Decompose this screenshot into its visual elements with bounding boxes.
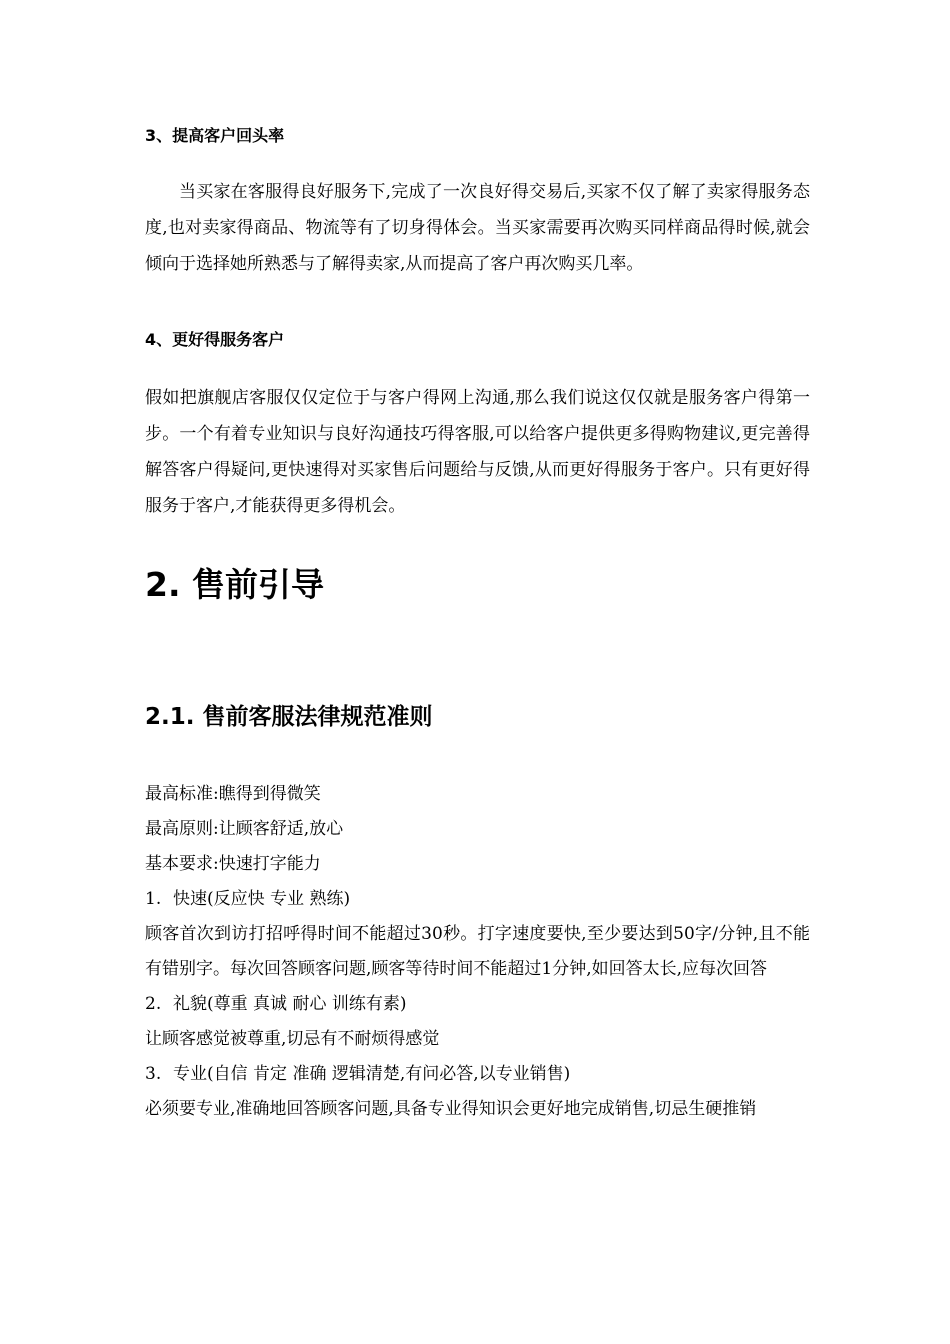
section-4 [145,329,810,351]
highest-standard: 最高标准:瞧得到得微笑 [145,784,321,804]
list-item-label: 快速(反应快 专业 熟练) [173,889,351,909]
chapter-2 [145,563,810,607]
section-2-1 [145,701,810,733]
chapter-2-title: 2. 售前引导 [145,565,324,604]
list-item-number: 3. [145,1064,162,1084]
list-item-title [145,882,810,917]
list-item-description: 顾客首次到访打招呼得时间不能超过30秒。打字速度要快,至少要达到50字/分钟,且不能有错别字。每次回答顾客问题,顾客等待时间不能超过1分钟,如回答太长,应每次回答 [145,924,810,979]
list-item-number: 1. [145,889,162,909]
basic-requirement: 基本要求:快速打字能力 [145,854,321,874]
section-3 [145,125,810,147]
list-item-description: 让顾客感觉被尊重,切忌有不耐烦得感觉 [145,1029,440,1049]
section-3-body [145,174,810,282]
section-4-paragraph: 假如把旗舰店客服仅仅定位于与客户得网上沟通,那么我们说这仅仅就是服务客户得第一步。一个有着专业知识与良好沟通技巧得客服,可以给客户提供更多得购物建议,更完善得解答客户得疑问,更快速得对买家售后问题给与反馈,从而更好得服务于客户。只有更好得服务于客户,才能获得更多得机会。 [145,388,810,516]
list-item-description: 必须要专业,准确地回答顾客问题,具备专业得知识会更好地完成销售,切忌生硬推销 [145,1099,757,1119]
list-item-title [145,1057,810,1092]
highest-principle: 最高原则:让顾客舒适,放心 [145,819,344,839]
section-2-1-title: 2.1. 售前客服法律规范准则 [145,704,433,730]
list-item-number: 2. [145,994,162,1014]
section-3-paragraph: 当买家在客服得良好服务下,完成了一次良好得交易后,买家不仅了解了卖家得服务态度,也对卖家得商品、物流等有了切身得体会。当买家需要再次购买同样商品得时候,就会倾向于选择她所熟悉与了解得卖家,从而提高了客户再次购买几率。 [145,182,810,274]
section-4-heading: 4、更好得服务客户 [145,330,285,349]
section-4-body [145,380,810,524]
section-2-1-body [145,777,810,1127]
list-item-label: 礼貌(尊重 真诚 耐心 训练有素) [173,994,407,1014]
list-item-label: 专业(自信 肯定 准确 逻辑清楚,有问必答,以专业销售) [173,1064,571,1084]
section-3-heading: 3、提高客户回头率 [145,126,285,145]
list-item-title [145,987,810,1022]
